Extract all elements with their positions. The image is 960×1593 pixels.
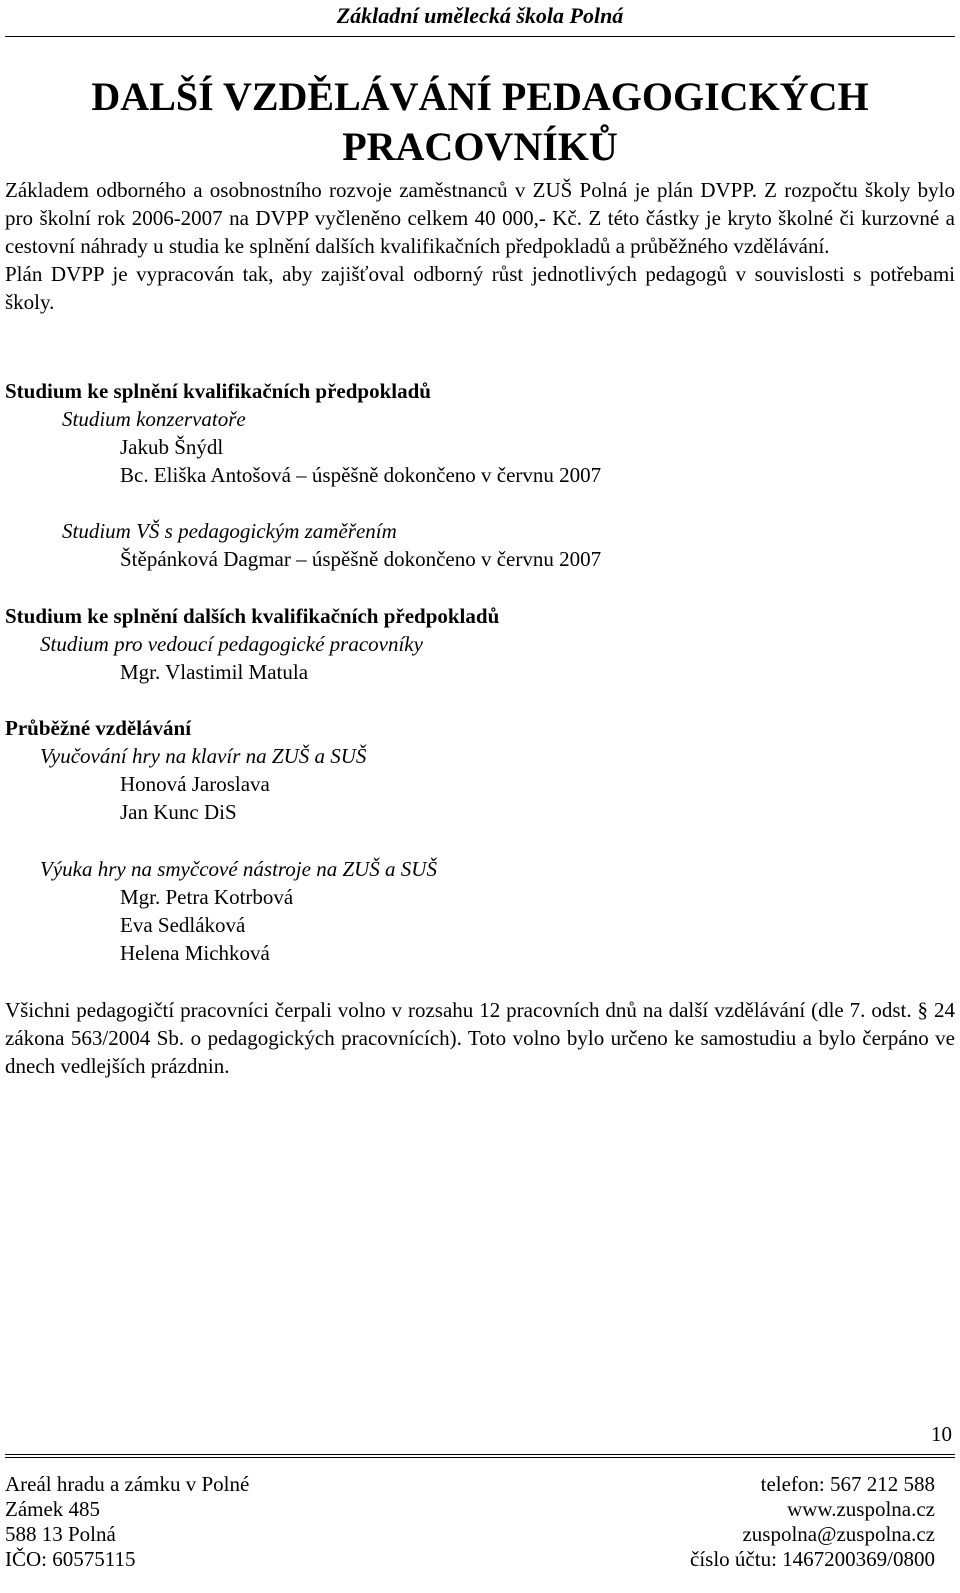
intro-paragraph-2: Plán DVPP je vypracován tak, aby zajišťoval odborný růst jednotlivých pedagogů v souvislosti s potřebami školy. <box>5 262 955 314</box>
intro-text <box>5 176 955 316</box>
list-item: Štěpánková Dagmar – úspěšně dokončeno v červnu 2007 <box>120 547 602 571</box>
subsection-title-piano: Vyučování hry na klavír na ZUŠ a SUŠ <box>40 744 367 768</box>
footer-phone: telefon: 567 212 588 <box>760 1472 935 1496</box>
section-heading-ongoing: Průběžné vzdělávání <box>5 716 192 740</box>
footer-address <box>5 1472 249 1572</box>
footer-divider <box>5 1454 955 1455</box>
list-item: Jakub Šnýdl <box>120 435 224 459</box>
footer-website: www.zuspolna.cz <box>787 1497 935 1521</box>
footer-email: zuspolna@zuspolna.cz <box>742 1522 935 1546</box>
footer-address-line: IČO: 60575115 <box>5 1547 136 1571</box>
list-item: Jan Kunc DiS <box>120 800 237 824</box>
list-item: Bc. Eliška Antošová – úspěšně dokončeno v červnu 2007 <box>120 463 602 487</box>
footer-account: číslo účtu: 1467200369/0800 <box>690 1547 935 1571</box>
page-title-line1: DALŠÍ VZDĚLÁVÁNÍ PEDAGOGICKÝCH <box>91 74 869 119</box>
intro-paragraph-1: Základem odborného a osobnostního rozvoje zaměstnanců v ZUŠ Polná je plán DVPP. Z rozpočtu školy bylo pro školní rok 2006-2007 na DVPP vyčleněno celkem 40 000,- Kč. Z této částky je kryto školné či kurzovné a cestovní náhrady u studia ke splnění dalších kvalifikačních předpokladů a průběžného vzdělávání. <box>5 178 955 258</box>
school-name: Základní umělecká škola Polná <box>336 3 624 28</box>
list-item: Helena Michková <box>120 941 270 965</box>
list-item: Eva Sedláková <box>120 913 246 937</box>
section-heading-further-qualification: Studium ke splnění dalších kvalifikačních předpokladů <box>5 604 500 628</box>
subsection-title-strings: Výuka hry na smyčcové nástroje na ZUŠ a SUŠ <box>40 857 437 881</box>
list-item: Honová Jaroslava <box>120 772 270 796</box>
page-title-line2: PRACOVNÍKŮ <box>342 124 618 169</box>
footer-address-line: Zámek 485 <box>5 1497 101 1521</box>
section-heading-qualification: Studium ke splnění kvalifikačních předpokladů <box>5 379 431 403</box>
page-title <box>0 72 960 172</box>
subsection-title-university: Studium VŠ s pedagogickým zaměřením <box>62 519 397 543</box>
closing-text <box>5 996 955 1080</box>
list-item: Mgr. Petra Kotrbová <box>120 885 294 909</box>
footer-contact <box>690 1472 935 1572</box>
closing-paragraph: Všichni pedagogičtí pracovníci čerpali volno v rozsahu 12 pracovních dnů na další vzdělávání (dle 7. odst. § 24 zákona 563/2004 Sb. o pedagogických pracovnících). Toto volno bylo určeno ke samostudiu a bylo čerpáno ve dnech vedlejších prázdnin. <box>5 998 955 1078</box>
footer-divider-secondary <box>5 1457 955 1458</box>
footer-address-line: Areál hradu a zámku v Polné <box>5 1472 250 1496</box>
subsection-title-conservatory: Studium konzervatoře <box>62 407 246 431</box>
subsection-title-management: Studium pro vedoucí pedagogické pracovníky <box>40 632 423 656</box>
page-number: 10 <box>931 1422 952 1446</box>
footer-address-line: 588 13 Polná <box>5 1522 116 1546</box>
list-item: Mgr. Vlastimil Matula <box>120 660 309 684</box>
page-header <box>5 0 955 37</box>
